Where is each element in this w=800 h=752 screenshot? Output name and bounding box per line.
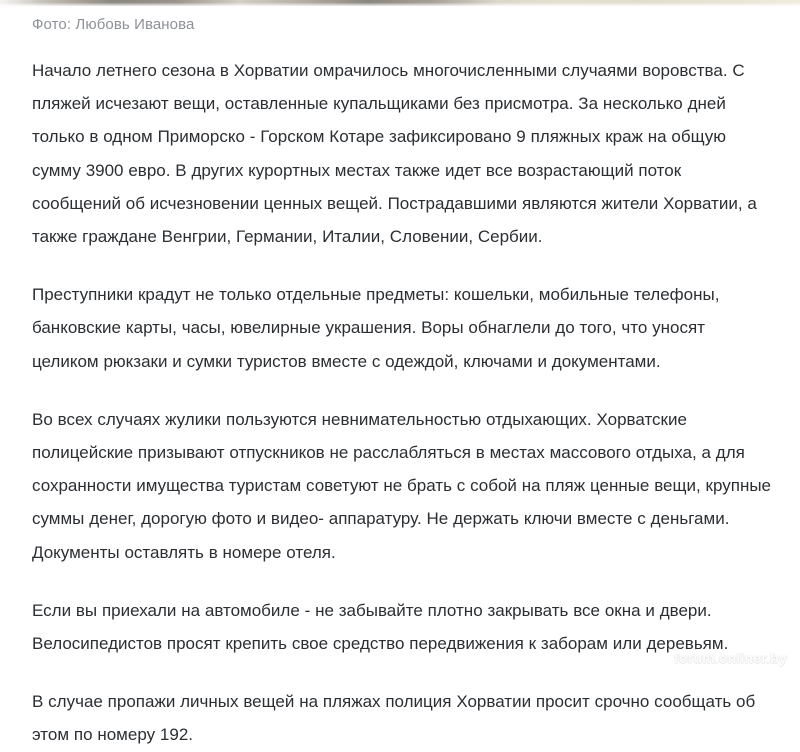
article-paragraph: Если вы приехали на автомобиле - не забывайте плотно закрывать все окна и двери. Велосипедистов просят крепить свое средство передвижения к заборам или деревьям. [32,600,729,654]
article-paragraph: Преступники крадут не только отдельные предметы: кошельки, мобильные телефоны, банковские карты, часы, ювелирные украшения. Воры обнаглели до того, что уносят целиком рюкзаки и сумки туристов вместе с одеждой, ключами и документами. [32,285,720,371]
photo-caption: Фото: Любовь Иванова [32,16,195,33]
article-paragraph: Во всех случаях жулики пользуются невнимательностью отдыхающих. Хорватские полицейские призывают отпускников не расслабляться в местах массового отдыха, а для сохранности имущества туристам советуют не брать с собой на пляж ценные вещи, крупные суммы денег, дорогую фото и видео- аппаратуру. Не держать ключи вместе с деньгами. Документы оставлять в номере отеля. [32,409,772,562]
article-paragraph: В случае пропажи личных вещей на пляжах полиция Хорватии просит срочно сообщать об этом по номеру 192. [32,692,756,745]
site-watermark: forum.onliner.by [674,650,787,666]
article-paragraph: Начало летнего сезона в Хорватии омрачилось многочисленными случаями воровства. С пляжей исчезают вещи, оставленные купальщиками без присмотра. За несколько дней только в одном Приморско - Горском Котаре зафиксировано 9 пляжных краж на общую сумму 3900 евро. В других курортных местах также идет все возрастающий поток сообщений об исчезновении ценных вещей. Пострадавшими являются жители Хорватии, а также граждане Венгрии, Германии, Италии, Словении, Сербии. [32,61,757,247]
